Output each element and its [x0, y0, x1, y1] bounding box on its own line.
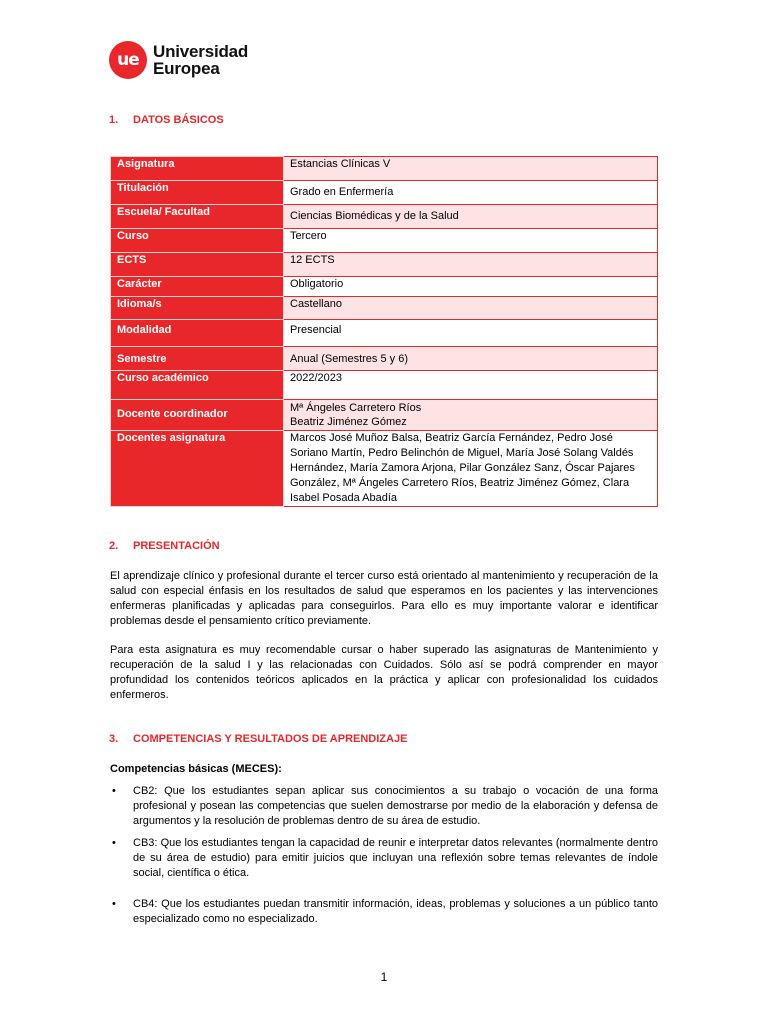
row-label: ECTS — [111, 253, 284, 277]
bullet-icon: • — [112, 785, 116, 797]
row-value: Obligatorio — [284, 277, 658, 297]
bullet-icon: • — [112, 837, 116, 849]
logo-line-1: Universidad — [153, 42, 249, 61]
presentation-paragraph-1: El aprendizaje clínico y profesional durante el tercer curso está orientado al mantenimiento y recuperación de la salud con especial énfasis en los resultados de salud que esperamos en los pacientes y las intervenciones enfermeras planificadas y aplicadas para conseguirlos. Para ello es muy importante valorar e identificar problemas desde el pensamiento crítico previamente. — [110, 570, 658, 627]
list-item — [110, 836, 658, 881]
table-row — [111, 253, 658, 277]
section-title-text: PRESENTACIÓN — [133, 540, 220, 552]
table-row — [111, 229, 658, 253]
basic-data-table — [110, 156, 658, 507]
row-value: Estancias Clínicas V — [284, 157, 658, 181]
row-value — [284, 400, 658, 431]
row-label: Semestre — [111, 347, 284, 371]
row-label: Docentes asignatura — [111, 431, 284, 507]
row-label: Idioma/s — [111, 297, 284, 320]
section-title-text: DATOS BÁSICOS — [133, 114, 224, 126]
coordinator-name: Mª Ángeles Carretero Ríos — [290, 402, 422, 414]
section-title-presentacion — [109, 540, 220, 552]
row-value: Tercero — [284, 229, 658, 253]
table-row — [111, 320, 658, 347]
table-row — [111, 347, 658, 371]
row-value: Grado en Enfermería — [284, 181, 658, 205]
competencias-subtitle: Competencias básicas (MECES): — [110, 763, 282, 775]
section-title-competencias — [109, 733, 407, 745]
university-logo — [109, 41, 248, 79]
row-label: Titulación — [111, 181, 284, 205]
list-item — [110, 784, 658, 829]
row-label: Asignatura — [111, 157, 284, 181]
logo-wordmark — [153, 43, 248, 77]
table-row — [111, 297, 658, 320]
row-label: Curso — [111, 229, 284, 253]
section-title-text: COMPETENCIAS Y RESULTADOS DE APRENDIZAJE — [133, 733, 408, 745]
table-row — [111, 431, 658, 507]
section-number: 1. — [109, 114, 119, 126]
table-row — [111, 371, 658, 400]
list-item-text: CB4: Que los estudiantes puedan transmitir información, ideas, problemas y soluciones a un público tanto especializado como no especializado. — [133, 898, 658, 925]
list-item-text: CB2: Que los estudiantes sepan aplicar sus conocimientos a su trabajo o vocación de una forma profesional y posean las competencias que suelen demostrarse por medio de la elaboración y defensa de argumentos y la resolución de problemas dentro de su área de estudio. — [133, 785, 658, 827]
ue-logo-icon: ue — [109, 41, 147, 79]
table-row — [111, 400, 658, 431]
presentation-paragraph-2: Para esta asignatura es muy recomendable cursar o haber superado las asignaturas de Mantenimiento y recuperación de la salud I y las relacionadas con Cuidados. Sólo así se podrá comprender en mayor profundidad los contenidos teóricos aplicados en la práctica y aplicar con profesionalidad los cuidados enfermeros. — [110, 644, 658, 701]
row-value: Anual (Semestres 5 y 6) — [284, 347, 658, 371]
row-label: Curso académico — [111, 371, 284, 400]
bullet-icon: • — [112, 898, 116, 910]
row-label: Carácter — [111, 277, 284, 297]
row-value: Presencial — [284, 320, 658, 347]
row-value: Castellano — [284, 297, 658, 320]
table-row — [111, 157, 658, 181]
section-number: 3. — [109, 733, 119, 745]
section-number: 2. — [109, 540, 119, 552]
table-row — [111, 277, 658, 297]
page-number: 1 — [380, 970, 388, 984]
table-row — [111, 181, 658, 205]
section-title-datos-basicos — [109, 114, 224, 126]
list-item-text: CB3: Que los estudiantes tengan la capacidad de reunir e interpretar datos relevantes (normalmente dentro de su área de estudio) para emitir juicios que incluyan una reflexión sobre temas relevantes de índole social, científica o ética. — [133, 837, 658, 879]
row-value: 2022/2023 — [284, 371, 658, 400]
row-label: Escuela/ Facultad — [111, 205, 284, 229]
table-row — [111, 205, 658, 229]
row-label: Docente coordinador — [111, 400, 284, 431]
row-value: Ciencias Biomédicas y de la Salud — [284, 205, 658, 229]
row-value: Marcos José Muñoz Balsa, Beatriz García Fernández, Pedro José Soriano Martín, Pedro Belinchón de Miguel, María José Solang Valdés Hernández, María Zamora Arjona, Pilar González Sanz, Óscar Pajares González, Mª Ángeles Carretero Ríos, Beatriz Jiménez Gómez, Clara Isabel Posada Abadía — [284, 431, 658, 507]
coordinator-name: Beatriz Jiménez Gómez — [290, 416, 407, 428]
row-value: 12 ECTS — [284, 253, 658, 277]
list-item — [110, 897, 658, 927]
row-label: Modalidad — [111, 320, 284, 347]
logo-line-2: Europea — [153, 59, 220, 78]
